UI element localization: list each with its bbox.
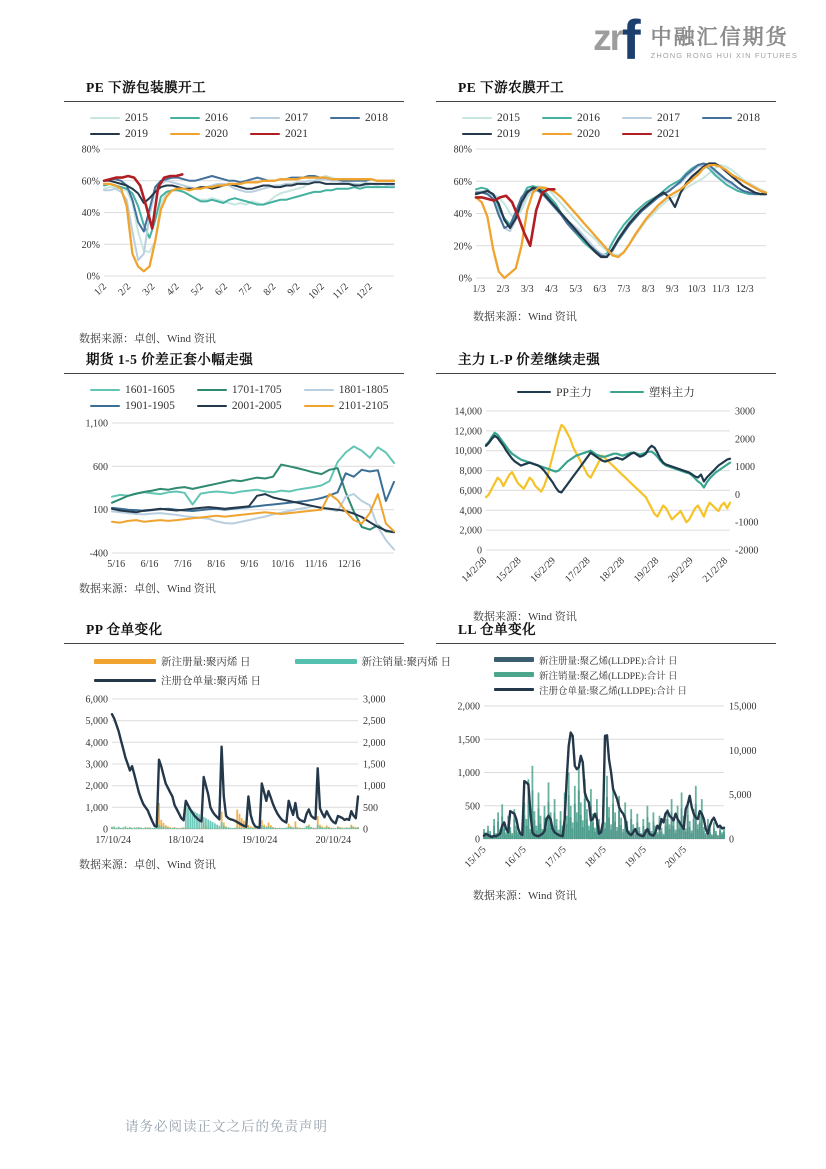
x-axis-tick: 5/2 <box>189 281 206 299</box>
y-axis-right-tick: 500 <box>363 802 378 814</box>
legend-swatch <box>304 405 334 408</box>
x-axis-tick: 17/10/24 <box>95 835 131 846</box>
legend-item-2015 <box>462 112 520 124</box>
y-axis-right-tick: 3000 <box>735 406 755 418</box>
y-axis-tick: 0 <box>475 834 480 846</box>
y-axis-tick: 6,000 <box>85 694 108 706</box>
legend-label: 1801-1805 <box>338 384 389 396</box>
y-axis-tick: 2,000 <box>85 781 108 793</box>
y-axis-tick: 60% <box>81 176 100 188</box>
x-axis-tick: 17/1/5 <box>542 844 569 871</box>
y-axis-right-tick: 10,000 <box>729 745 757 757</box>
y-axis-tick: 0 <box>103 824 108 836</box>
legend-item-2018 <box>702 112 760 124</box>
x-axis-tick: 3/2 <box>140 281 158 299</box>
y-axis-tick: 40% <box>453 209 472 220</box>
legend-label: 2019 <box>125 128 148 140</box>
zrf-logo-mark <box>593 8 641 71</box>
legend-item-2020 <box>170 128 228 140</box>
y-axis-tick: 600 <box>93 461 108 473</box>
legend-swatch <box>94 659 156 664</box>
data-source: 数据来源：Wind 资讯 <box>473 311 577 323</box>
chart-plot <box>64 416 404 576</box>
legend-label: 2001-2005 <box>231 400 282 412</box>
y-axis-right-tick: 0 <box>729 834 734 846</box>
y-axis-right-tick: 1,000 <box>363 781 386 793</box>
series-line-1701-1705 <box>112 465 394 533</box>
legend-item-2019 <box>90 128 148 140</box>
x-axis-tick: 5/16 <box>107 559 126 570</box>
x-axis-tick: 11/3 <box>712 284 730 295</box>
chart-ll-warehouse-receipts <box>436 618 776 903</box>
legend-row <box>64 112 404 124</box>
x-axis-tick: 8/3 <box>641 284 655 295</box>
logo-f-letter: f <box>621 8 641 71</box>
y-axis-tick: 500 <box>465 801 480 813</box>
legend-swatch <box>250 133 280 136</box>
chart-title: 主力 L-P 价差继续走强 <box>436 348 776 374</box>
x-axis-tick: 6/2 <box>213 281 230 299</box>
chart-legend <box>436 382 776 402</box>
legend-row <box>436 668 776 682</box>
chart-plot <box>64 144 404 326</box>
y-axis-tick: -400 <box>89 548 108 560</box>
x-axis-tick: 11/16 <box>304 559 328 570</box>
y-axis-tick: 14,000 <box>454 406 482 418</box>
legend-label: 2017 <box>285 112 308 124</box>
legend-item-2021 <box>622 128 680 140</box>
legend-swatch <box>197 405 227 408</box>
legend-label: 2015 <box>497 112 520 124</box>
legend-row <box>436 112 776 124</box>
company-name-cn: 中融汇信期货 <box>650 24 789 49</box>
legend-item-新注销量:聚丙烯 日 <box>295 654 452 669</box>
y-axis-tick: 3,000 <box>85 759 108 771</box>
legend-label: 2021 <box>657 128 680 140</box>
legend-item-2020 <box>542 128 600 140</box>
x-axis-tick: 4/3 <box>545 284 558 295</box>
x-axis-tick: 16/2/29 <box>528 555 558 585</box>
legend-label: 新注销量:聚丙烯 日 <box>361 657 452 668</box>
x-axis-tick: 18/1/5 <box>582 844 609 871</box>
legend-row <box>64 400 404 412</box>
legend-label: 1701-1705 <box>231 384 282 396</box>
y-axis-tick: 2,000 <box>459 525 482 537</box>
legend-label: 新注册量:聚丙烯 日 <box>161 657 251 668</box>
x-axis-tick: 15/1/5 <box>462 844 489 871</box>
y-axis-right-tick: 5,000 <box>729 790 752 802</box>
x-axis-tick: 7/2 <box>237 281 255 299</box>
legend-row <box>436 683 776 697</box>
chart-legend <box>64 382 404 414</box>
y-axis-tick: 12,000 <box>454 426 482 438</box>
legend-label: 注册仓单量:聚乙烯(LLDPE):合计 日 <box>539 686 688 697</box>
legend-item-2016 <box>170 112 228 124</box>
legend-item-2017 <box>250 112 308 124</box>
chart-title: LL 仓单变化 <box>436 618 776 644</box>
x-axis-tick: 20/2/29 <box>666 555 696 585</box>
legend-swatch <box>462 117 492 120</box>
legend-label: 2018 <box>365 112 388 124</box>
legend-label: 2015 <box>125 112 148 124</box>
data-source: 数据来源：卓创、Wind 资讯 <box>79 333 216 345</box>
legend-label: 新注册量:聚乙烯(LLDPE):合计 日 <box>539 656 678 667</box>
y-axis-right-tick: 1,500 <box>363 759 386 771</box>
legend-label: 2020 <box>205 128 228 140</box>
x-axis-tick: 18/2/28 <box>597 555 627 585</box>
legend-swatch <box>542 117 572 120</box>
company-logo <box>593 8 798 71</box>
legend-item-PP主力 <box>517 384 592 400</box>
series-line-注册仓单量:聚丙烯 日 <box>112 714 358 828</box>
legend-item-新注册量:聚丙烯 日 <box>94 654 251 669</box>
legend-item-新注销量:聚乙烯(LLDPE):合计 日 <box>494 668 678 682</box>
x-axis-tick: 21/2/28 <box>700 555 731 585</box>
y-axis-tick: 6,000 <box>459 485 482 497</box>
x-axis-tick: 16/1/5 <box>502 844 529 871</box>
y-axis-tick: 1,000 <box>457 768 480 779</box>
y-axis-tick: 0 <box>477 545 482 557</box>
legend-label: 2021 <box>285 128 308 140</box>
chart-title: PE 下游包装膜开工 <box>64 76 404 102</box>
legend-item-1601-1605 <box>90 384 175 396</box>
y-axis-tick: 5,000 <box>85 716 108 728</box>
y-axis-tick: 1,500 <box>457 734 480 746</box>
legend-swatch <box>90 117 120 120</box>
legend-swatch <box>250 117 280 120</box>
x-axis-tick: 4/2 <box>164 281 182 299</box>
x-axis-tick: 12/2 <box>354 281 375 302</box>
series-line-L-P价差 <box>486 425 730 522</box>
x-axis-tick: 6/3 <box>593 284 607 295</box>
data-source: 数据来源：卓创、Wind 资讯 <box>79 859 216 871</box>
y-axis-right-tick: -2000 <box>735 545 759 557</box>
legend-label: 2101-2105 <box>338 400 389 412</box>
chart-legend <box>64 652 452 690</box>
data-source: 数据来源：Wind 资讯 <box>473 611 577 623</box>
y-axis-right-tick: 15,000 <box>729 701 757 713</box>
x-axis-tick: 2/2 <box>116 281 134 299</box>
chart-pe-agricultural-film-operating-rate <box>436 76 776 324</box>
x-axis-tick: 9/16 <box>240 559 259 570</box>
x-axis-tick: 3/3 <box>520 284 534 295</box>
y-axis-tick: 2,000 <box>457 701 480 713</box>
legend-label: 2018 <box>737 112 760 124</box>
legend-swatch <box>295 659 357 664</box>
legend-swatch <box>702 117 732 120</box>
chart-title: PP 仓单变化 <box>64 618 404 644</box>
legend-row <box>64 654 452 669</box>
legend-item-2001-2005 <box>197 400 282 412</box>
y-axis-tick: 40% <box>81 208 100 219</box>
legend-label: 2016 <box>205 112 228 124</box>
legend-swatch <box>494 672 534 677</box>
data-source: 数据来源：Wind 资讯 <box>473 890 577 902</box>
legend-row <box>64 128 404 140</box>
y-axis-tick: 20% <box>453 241 472 253</box>
y-axis-tick: 100 <box>93 505 108 517</box>
legend-swatch <box>90 389 120 392</box>
chart-legend <box>436 110 776 142</box>
legend-swatch <box>622 133 652 136</box>
legend-row <box>436 384 776 400</box>
x-axis-tick: 19/2/28 <box>631 555 662 585</box>
chart-plot <box>436 699 776 883</box>
y-axis-right-tick: 0 <box>363 824 368 836</box>
x-axis-tick: 18/10/24 <box>168 835 204 846</box>
x-axis-tick: 7/16 <box>173 559 192 570</box>
y-axis-tick: 1,000 <box>85 802 108 814</box>
x-axis-tick: 11/2 <box>330 281 351 302</box>
y-axis-right-tick: 0 <box>735 489 740 501</box>
x-axis-tick: 1/2 <box>92 281 110 299</box>
y-axis-tick: 4,000 <box>85 737 108 749</box>
legend-item-注册仓单量:聚丙烯 日 <box>94 673 261 688</box>
y-axis-right-tick: 2,000 <box>363 737 386 749</box>
legend-item-新注册量:聚乙烯(LLDPE):合计 日 <box>494 653 678 667</box>
x-axis-tick: 10/3 <box>687 284 706 295</box>
x-axis-tick: 9/3 <box>665 284 679 295</box>
chart-main-l-p-spread <box>436 348 776 624</box>
y-axis-right-tick: 2,500 <box>363 716 386 728</box>
x-axis-tick: 2/3 <box>496 284 510 295</box>
disclaimer-footer: 请务必阅读正文之后的免责声明 <box>125 1119 328 1134</box>
legend-item-2101-2105 <box>304 400 389 412</box>
y-axis-tick: 1,100 <box>85 418 108 430</box>
legend-label: PP主力 <box>556 387 592 399</box>
chart-title: 期货 1-5 价差正套小幅走强 <box>64 348 404 374</box>
legend-swatch <box>494 688 534 691</box>
chart-legend <box>436 652 776 697</box>
legend-swatch <box>94 679 156 682</box>
x-axis-tick: 15/2/28 <box>494 555 524 585</box>
legend-row <box>436 128 776 140</box>
legend-item-2016 <box>542 112 600 124</box>
series-line-PP主力 <box>486 436 730 493</box>
legend-item-1701-1705 <box>197 384 282 396</box>
legend-item-2019 <box>462 128 520 140</box>
legend-swatch <box>170 117 200 120</box>
chart-legend <box>64 110 404 142</box>
data-source: 数据来源：卓创、Wind 资讯 <box>79 583 216 595</box>
chart-pp-warehouse-receipts <box>64 618 452 872</box>
legend-swatch <box>462 133 492 136</box>
x-axis-tick: 20/10/24 <box>315 835 352 846</box>
legend-label: 新注销量:聚乙烯(LLDPE):合计 日 <box>539 671 678 682</box>
legend-label: 1601-1605 <box>125 384 175 396</box>
legend-row <box>64 384 404 396</box>
chart-plot <box>64 692 404 852</box>
y-axis-tick: 0% <box>86 271 100 283</box>
legend-label: 1901-1905 <box>125 400 175 412</box>
x-axis-tick: 8/2 <box>261 281 279 299</box>
x-axis-tick: 19/10/24 <box>241 835 278 846</box>
y-axis-tick: 80% <box>81 144 100 156</box>
x-axis-tick: 6/16 <box>140 559 159 570</box>
x-axis-tick: 9/2 <box>285 281 303 299</box>
legend-swatch <box>90 133 120 136</box>
legend-swatch <box>90 405 120 408</box>
y-axis-tick: 0% <box>458 273 472 285</box>
legend-item-1801-1805 <box>304 384 389 396</box>
chart-title: PE 下游农膜开工 <box>436 76 776 102</box>
legend-item-注册仓单量:聚乙烯(LLDPE):合计 日 <box>494 683 687 697</box>
legend-swatch <box>622 117 652 120</box>
x-axis-tick: 5/3 <box>569 284 583 295</box>
y-axis-right-tick: -1000 <box>735 517 759 529</box>
legend-swatch <box>330 117 360 120</box>
logo-zr-letters: zr <box>593 17 622 58</box>
y-axis-tick: 8,000 <box>459 466 482 478</box>
x-axis-tick: 12/3 <box>735 284 754 295</box>
legend-swatch <box>494 657 534 662</box>
x-axis-tick: 12/16 <box>337 559 361 570</box>
y-axis-tick: 80% <box>453 144 472 156</box>
chart-futures-1-5-spread <box>64 348 404 596</box>
chart-pe-packaging-film-operating-rate <box>64 76 404 346</box>
x-axis-tick: 17/2/28 <box>563 555 593 585</box>
y-axis-right-tick: 3,000 <box>363 694 386 706</box>
y-axis-tick: 60% <box>453 176 472 188</box>
legend-item-2017 <box>622 112 680 124</box>
legend-label: 2017 <box>657 112 680 124</box>
legend-swatch <box>542 133 572 136</box>
x-axis-tick: 14/2/28 <box>459 555 490 585</box>
chart-plot <box>436 144 776 304</box>
legend-label: 2019 <box>497 128 520 140</box>
legend-label: 注册仓单量:聚丙烯 日 <box>161 676 262 687</box>
legend-label: 2016 <box>577 112 600 124</box>
legend-swatch <box>610 391 644 394</box>
x-axis-tick: 10/16 <box>271 559 294 570</box>
legend-label: 2020 <box>577 128 600 140</box>
chart-plot <box>436 404 776 604</box>
legend-swatch <box>304 389 334 392</box>
x-axis-tick: 1/3 <box>472 284 486 295</box>
y-axis-tick: 10,000 <box>454 446 482 458</box>
x-axis-tick: 10/2 <box>306 281 327 302</box>
legend-row <box>64 673 404 688</box>
company-name-en: ZHONG RONG HUI XIN FUTURES <box>650 50 798 60</box>
legend-item-塑料主力 <box>610 384 695 400</box>
legend-item-2018 <box>330 112 388 124</box>
legend-swatch <box>170 133 200 136</box>
y-axis-tick: 20% <box>81 239 100 251</box>
legend-swatch <box>517 391 551 394</box>
logo-text <box>651 25 798 60</box>
x-axis-tick: 20/1/5 <box>663 844 689 871</box>
y-axis-right-tick: 2000 <box>735 434 755 446</box>
legend-item-1901-1905 <box>90 400 175 412</box>
x-axis-tick: 8/16 <box>207 559 225 570</box>
legend-swatch <box>197 389 227 392</box>
legend-item-2021 <box>250 128 308 140</box>
legend-item-2015 <box>90 112 148 124</box>
x-axis-tick: 7/3 <box>617 284 631 295</box>
legend-label: 塑料主力 <box>648 387 695 399</box>
legend-row <box>436 653 776 667</box>
x-axis-tick: 19/1/5 <box>622 844 649 871</box>
y-axis-tick: 4,000 <box>459 505 482 517</box>
y-axis-right-tick: 1000 <box>735 462 755 474</box>
